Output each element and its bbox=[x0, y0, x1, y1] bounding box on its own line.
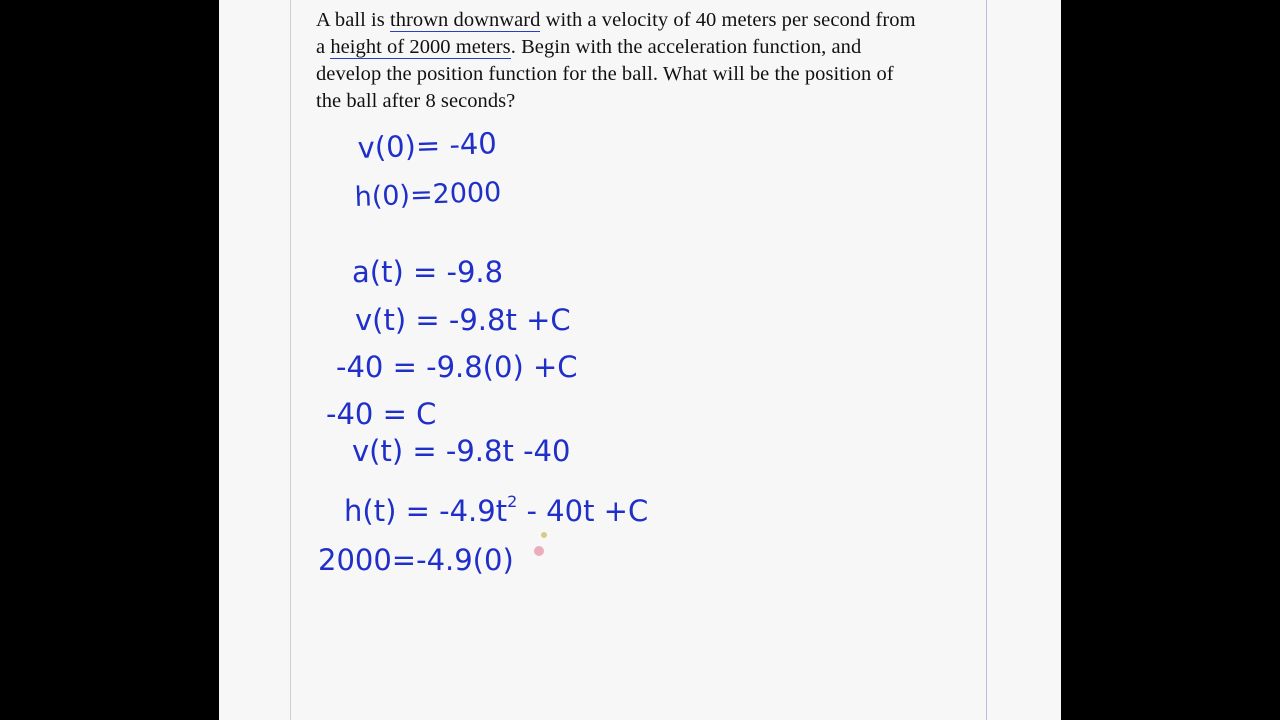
work-line-initial-velocity: v(0)= -40 bbox=[357, 126, 498, 165]
problem-text: a bbox=[316, 36, 331, 58]
work-line-initial-height: h(0)=2000 bbox=[354, 176, 502, 213]
work-line-velocity-general: v(t) = -9.8t +C bbox=[355, 303, 571, 337]
underlined-phrase: height of 2000 meters bbox=[330, 36, 511, 58]
work-line-substitution: -40 = -9.8(0) +C bbox=[336, 350, 578, 384]
problem-line-2 bbox=[316, 34, 988, 61]
problem-statement bbox=[316, 7, 988, 115]
problem-line-1 bbox=[316, 7, 988, 34]
work-line-constant: -40 = C bbox=[326, 397, 437, 431]
whiteboard-page bbox=[219, 0, 1061, 720]
position-function-rest: - 40t +C bbox=[517, 494, 649, 528]
exponent: 2 bbox=[507, 492, 518, 511]
problem-line-3: develop the position function for the ball. What will be the position of bbox=[316, 63, 894, 85]
position-function-main: h(t) = -4.9t bbox=[344, 494, 508, 528]
problem-line-4: the ball after 8 seconds? bbox=[316, 90, 516, 112]
problem-text: . Begin with the acceleration function, and bbox=[510, 36, 862, 58]
work-line-velocity-function: v(t) = -9.8t -40 bbox=[352, 434, 571, 468]
work-line-position-substitution: 2000=-4.9(0) bbox=[318, 543, 514, 577]
problem-text: with a velocity of 40 meters per second from bbox=[540, 9, 916, 31]
problem-text: A ball is bbox=[316, 9, 390, 31]
work-line-acceleration: a(t) = -9.8 bbox=[352, 255, 504, 289]
left-margin-line bbox=[290, 0, 291, 720]
underlined-phrase: thrown downward bbox=[389, 9, 541, 31]
